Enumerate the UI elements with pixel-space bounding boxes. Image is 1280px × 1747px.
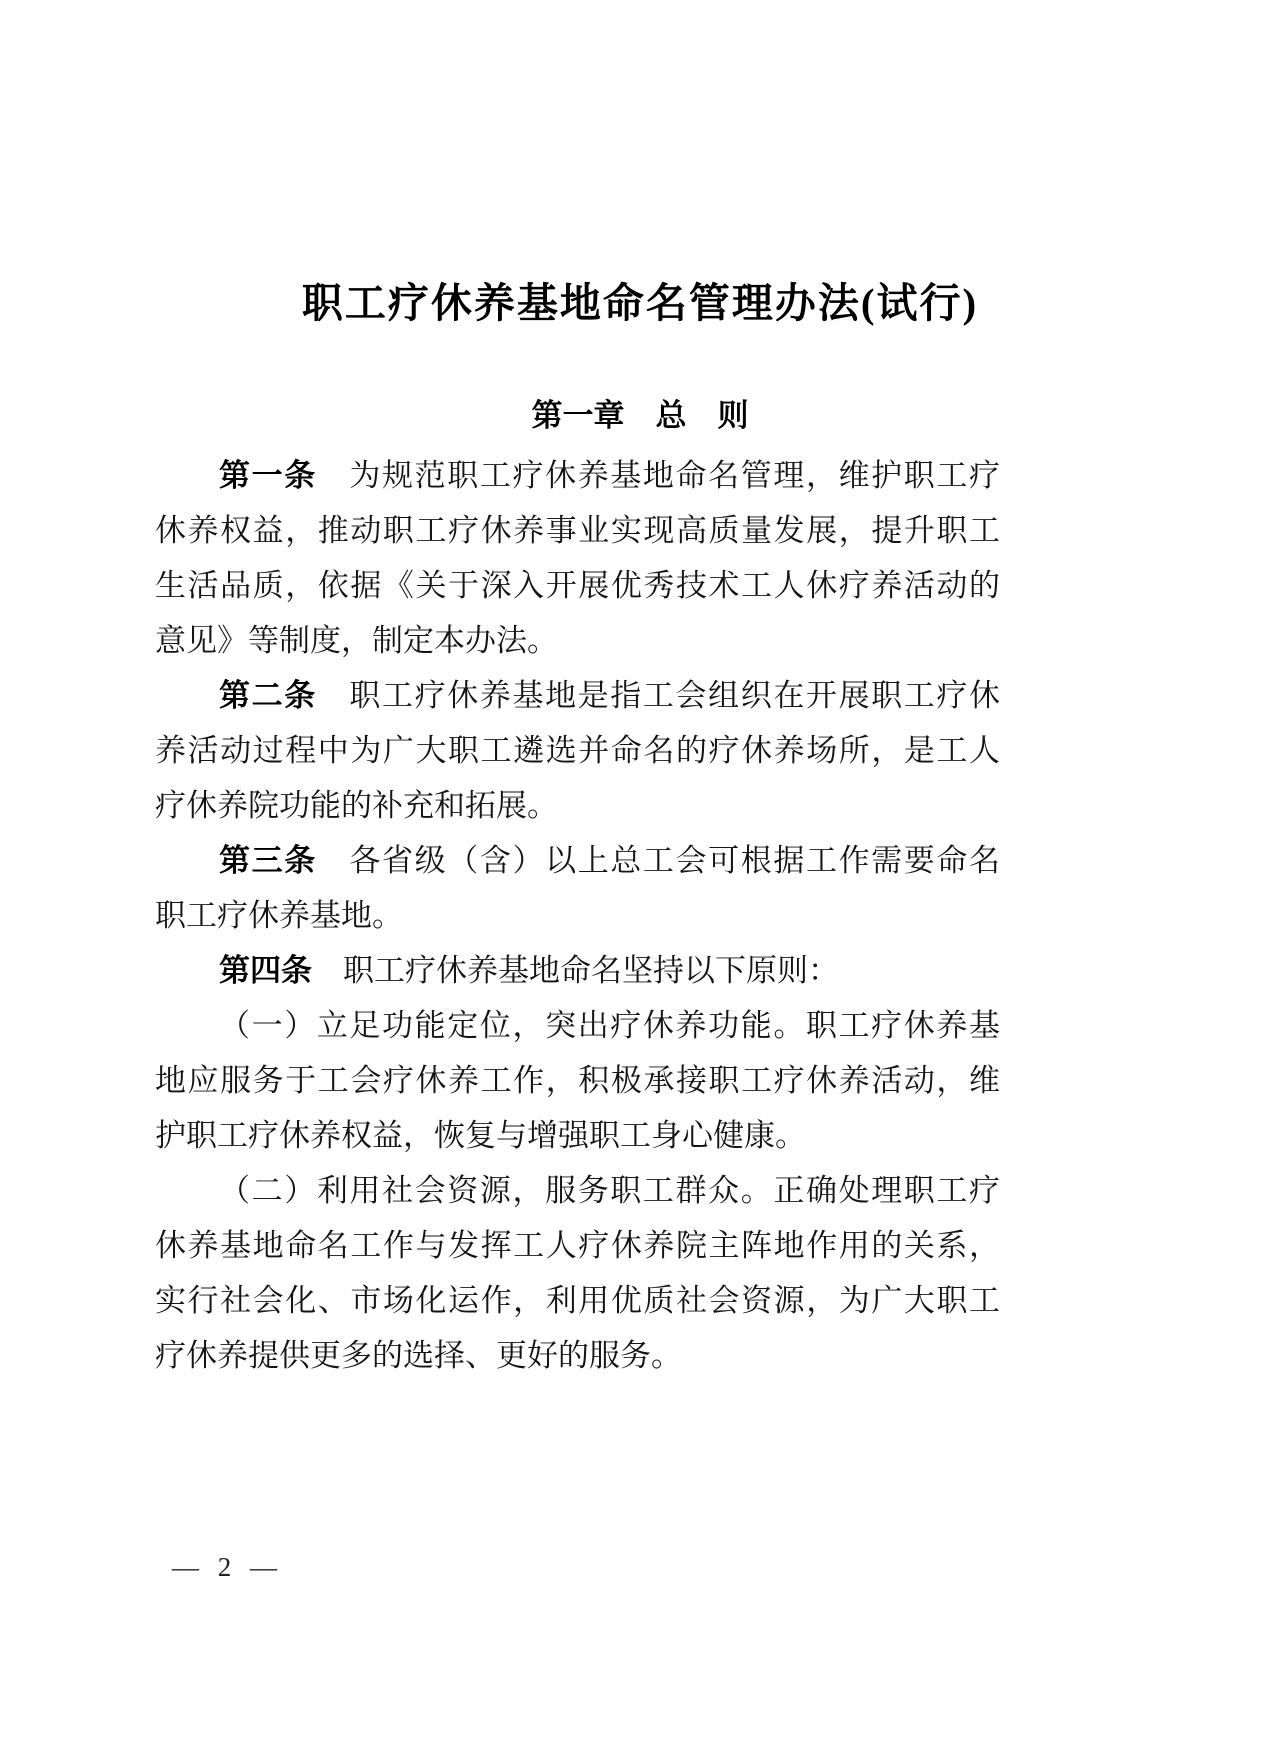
line-text: 实行社会化、市场化运作，利用优质社会资源，为广大职工 bbox=[155, 1283, 1000, 1318]
line-text: 地应服务于工会疗休养工作，积极承接职工疗休养活动，维 bbox=[155, 1063, 1000, 1098]
text-line bbox=[155, 613, 1000, 668]
line-text: 休养权益，推动职工疗休养事业实现高质量发展，提升职工 bbox=[155, 513, 1000, 548]
text-line bbox=[155, 1273, 1000, 1328]
line-text: 职工疗休养基地。 bbox=[155, 898, 403, 933]
line-text: （二）利用社会资源，服务职工群众。正确处理职工疗 bbox=[219, 1173, 1000, 1208]
text-line bbox=[155, 558, 1000, 613]
line-text: 疗休养提供更多的选择、更好的服务。 bbox=[155, 1338, 682, 1373]
text-line bbox=[155, 778, 1000, 833]
article-number: 第一条 bbox=[219, 458, 317, 493]
line-text: 职工疗休养基地命名坚持以下原则： bbox=[312, 953, 839, 988]
text-line bbox=[155, 1218, 1000, 1273]
line-text: 各省级（含）以上总工会可根据工作需要命名 bbox=[316, 843, 1000, 878]
chapter-heading: 第一章 总 则 bbox=[531, 398, 749, 433]
text-line bbox=[155, 448, 1000, 503]
line-text: 职工疗休养基地是指工会组织在开展职工疗休 bbox=[316, 678, 1000, 713]
text-line bbox=[155, 668, 1000, 723]
text-line bbox=[155, 998, 1000, 1053]
text-line bbox=[155, 888, 1000, 943]
text-line bbox=[155, 503, 1000, 558]
article-number: 第三条 bbox=[219, 843, 317, 878]
text-line bbox=[155, 1328, 1000, 1383]
line-text: 疗休养院功能的补充和拓展。 bbox=[155, 788, 558, 823]
line-text: 休养基地命名工作与发挥工人疗休养院主阵地作用的关系， bbox=[155, 1228, 1000, 1263]
text-line bbox=[155, 723, 1000, 778]
document-body bbox=[155, 448, 1000, 1383]
page-number: — 2 — bbox=[172, 1552, 283, 1582]
article-number: 第二条 bbox=[219, 678, 317, 713]
text-line bbox=[155, 943, 1000, 998]
line-text: 养活动过程中为广大职工遴选并命名的疗休养场所，是工人 bbox=[155, 733, 1000, 768]
text-line bbox=[155, 1108, 1000, 1163]
line-text: 护职工疗休养权益，恢复与增强职工身心健康。 bbox=[155, 1118, 806, 1153]
document-title: 职工疗休养基地命名管理办法(试行) bbox=[301, 280, 979, 326]
text-line bbox=[155, 833, 1000, 888]
line-text: 为规范职工疗休养基地命名管理，维护职工疗 bbox=[316, 458, 1000, 493]
text-line bbox=[155, 1163, 1000, 1218]
text-line bbox=[155, 1053, 1000, 1108]
article-number: 第四条 bbox=[219, 953, 312, 988]
line-text: （一）立足功能定位，突出疗休养功能。职工疗休养基 bbox=[219, 1008, 1000, 1043]
line-text: 意见》等制度，制定本办法。 bbox=[155, 623, 558, 658]
line-text: 生活品质，依据《关于深入开展优秀技术工人休疗养活动的 bbox=[155, 568, 1000, 603]
